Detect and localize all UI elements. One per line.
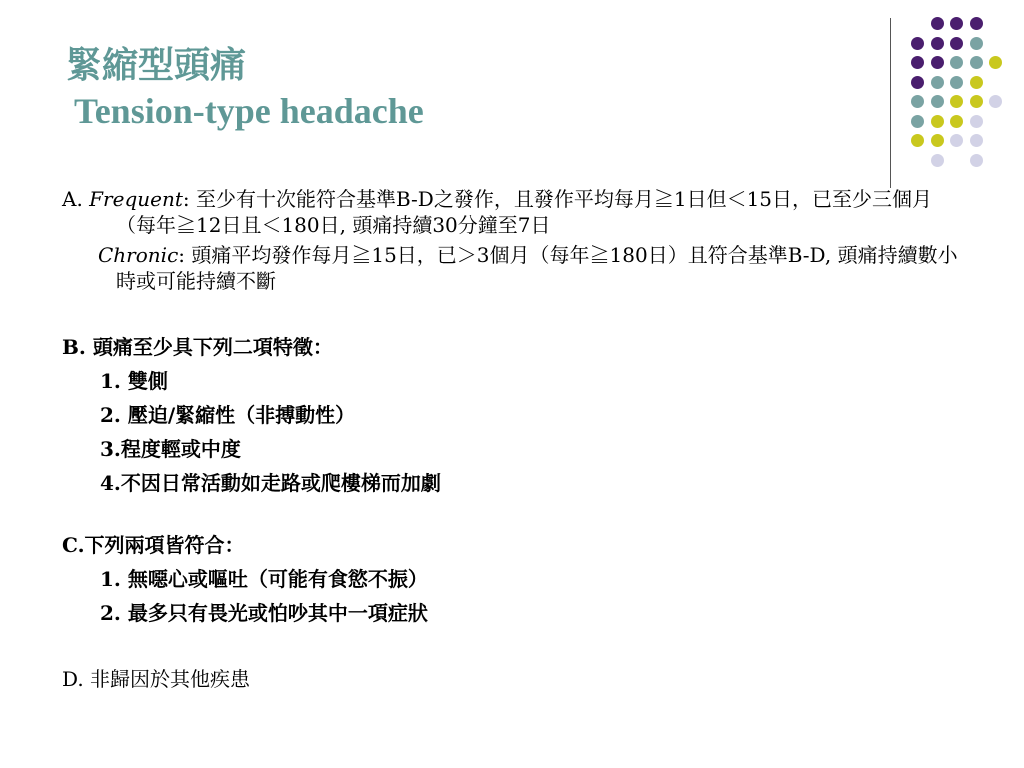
- decor-dot: [970, 37, 983, 50]
- decor-dot: [950, 17, 963, 30]
- criterion-b-item: 2. 壓迫/緊縮性（非搏動性）: [100, 403, 356, 427]
- criterion-b-item: 3.程度輕或中度: [100, 437, 241, 461]
- criterion-a-chronic: [62, 242, 962, 294]
- criterion-b-item: 1. 雙側: [100, 369, 168, 393]
- slide-body: [62, 186, 962, 692]
- decor-dot: [970, 154, 983, 167]
- decor-dot: [931, 154, 944, 167]
- decor-dot: [911, 95, 924, 108]
- criterion-d: D. 非歸因於其他疾患: [62, 667, 251, 691]
- decor-dot: [931, 95, 944, 108]
- decor-dot: [950, 115, 963, 128]
- decor-dot: [931, 17, 944, 30]
- decor-dot: [931, 134, 944, 147]
- title-english: Tension-type headache: [74, 91, 424, 131]
- criterion-a-label: A.: [62, 187, 83, 211]
- slide-title: [66, 42, 424, 134]
- decor-dot: [970, 134, 983, 147]
- decor-dot: [931, 115, 944, 128]
- decor-dot: [970, 17, 983, 30]
- decor-dot: [911, 115, 924, 128]
- decor-dot: [911, 37, 924, 50]
- frequent-text: : 至少有十次能符合基準B-D之發作，且發作平均每月≧1日但＜15日，已至少三個月（每年≧12日且＜180日, 頭痛持續30分鐘至7日: [116, 187, 933, 237]
- criterion-c-item: 2. 最多只有畏光或怕吵其中一項症狀: [100, 601, 428, 625]
- decor-dot: [931, 76, 944, 89]
- decor-dot: [950, 56, 963, 69]
- criterion-c-item: 1. 無噁心或嘔吐（可能有食慾不振）: [100, 567, 428, 591]
- decor-dot: [970, 95, 983, 108]
- decor-dot: [970, 56, 983, 69]
- decor-dot: [950, 76, 963, 89]
- decor-dot: [931, 37, 944, 50]
- chronic-term: Chronic: [98, 243, 179, 267]
- decor-dot: [931, 56, 944, 69]
- criterion-b-heading: B. 頭痛至少具下列二項特徵：: [62, 335, 333, 359]
- chronic-text: : 頭痛平均發作每月≧15日，已＞3個月（每年≧180日）且符合基準B-D, 頭痛持續數小時或可能持續不斷: [116, 243, 958, 293]
- frequent-term: Frequent: [89, 187, 183, 211]
- decor-dot: [950, 37, 963, 50]
- criterion-a-frequent: [62, 186, 962, 238]
- decor-dot: [911, 76, 924, 89]
- criterion-c-heading: C.下列兩項皆符合：: [62, 533, 245, 557]
- decor-dot: [950, 134, 963, 147]
- decor-dot: [911, 56, 924, 69]
- criterion-b-item: 4.不因日常活動如走路或爬樓梯而加劇: [100, 471, 441, 495]
- decor-dot: [970, 76, 983, 89]
- decor-dot: [950, 95, 963, 108]
- decor-dot: [989, 95, 1002, 108]
- decor-dot: [911, 134, 924, 147]
- decor-dot: [989, 56, 1002, 69]
- title-chinese: 緊縮型頭痛: [66, 44, 247, 86]
- divider-line: [890, 18, 891, 188]
- decor-dot: [970, 115, 983, 128]
